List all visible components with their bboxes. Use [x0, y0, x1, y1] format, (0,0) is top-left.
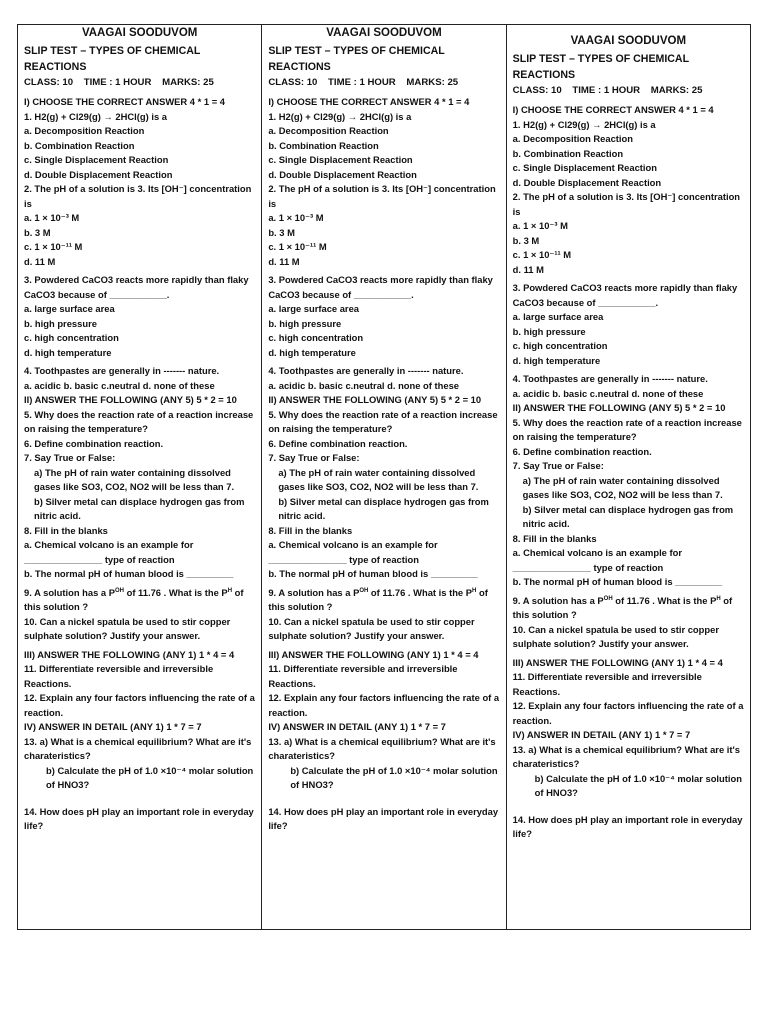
test-meta	[24, 75, 255, 90]
q2-option-d: d. 11 M	[24, 255, 56, 267]
question-9: 9. A solution has a $P^{OH}$ of 11.76 . What is the $P^H$ of this solution ?	[24, 586, 244, 612]
test-title: SLIP TEST – TYPES OF CHEMICAL REACTIONS	[512, 53, 689, 81]
q3-option-c: c. high concentration	[512, 340, 608, 351]
q4-options: a. acidic b. basic c.neutral d. none of these	[24, 379, 215, 391]
marks-label: MARKS: 25	[650, 85, 703, 96]
section-1-heading: I) CHOOSE THE CORRECT ANSWER 4 * 1 = 4	[24, 96, 225, 107]
section-3-heading: III) ANSWER THE FOLLOWING (ANY 1) 1 * 4 = 4	[24, 648, 235, 660]
q3-option-d: d. high temperature	[512, 354, 601, 366]
class-label: CLASS: 10	[512, 85, 562, 96]
question-8b: b. The normal pH of human blood is _________	[268, 568, 478, 579]
q3-option-b: b. high pressure	[512, 325, 586, 337]
question-12: 12. Explain any four factors influencing the rate of a reaction.	[512, 700, 744, 726]
worksheet-sheet	[17, 24, 751, 930]
question-7a: a) The pH of rain water containing dissolved gases like SO3, CO2, NO2 will be less than 7.	[278, 466, 479, 492]
q1-option-b: b. Combination Reaction	[512, 147, 624, 159]
q2-option-c: c. 1 × 10⁻¹¹ M	[512, 249, 572, 260]
question-5: 5. Why does the reaction rate of a reaction increase on raising the temperature?	[268, 408, 498, 434]
section-1-heading: I) CHOOSE THE CORRECT ANSWER 4 * 1 = 4	[512, 104, 714, 115]
question-14: 14. How does pH play an important role in everyday life?	[268, 805, 499, 831]
question-7: 7. Say True or False:	[268, 452, 360, 463]
q1-option-d: d. Double Displacement Reaction	[268, 168, 417, 180]
question-9: 9. A solution has a $P^{OH}$ of 11.76 . What is the $P^H$ of this solution ?	[268, 586, 488, 612]
slip-column-2	[262, 25, 506, 929]
q2-option-c: c. 1 × 10⁻¹¹ M	[24, 241, 83, 252]
question-7: 7. Say True or False:	[24, 452, 116, 463]
question-7b: b) Silver metal can displace hydrogen gas from nitric acid.	[278, 495, 489, 521]
q3-option-d: d. high temperature	[268, 346, 356, 358]
q1-option-c: c. Single Displacement Reaction	[268, 154, 413, 165]
school-name: VAAGAI SOODUVOM	[81, 27, 198, 39]
question-4: 4. Toothpastes are generally in ------- nature.	[24, 365, 220, 376]
q3-option-b: b. high pressure	[268, 317, 342, 329]
marks-label: MARKS: 25	[406, 77, 459, 88]
question-13a: 13. a) What is a chemical equilibrium? What are it's charateristics?	[512, 743, 740, 769]
q1-option-c: c. Single Displacement Reaction	[24, 154, 169, 165]
time-label: TIME : 1 HOUR	[83, 77, 152, 88]
question-1: 1. H2(g) + Cl29(g) → 2HCl(g) is a	[24, 110, 167, 122]
question-6: 6. Define combination reaction.	[24, 437, 164, 449]
q4-options: a. acidic b. basic c.neutral d. none of these	[268, 379, 460, 391]
question-8: 8. Fill in the blanks	[512, 532, 597, 544]
question-12: 12. Explain any four factors influencing the rate of a reaction.	[24, 692, 255, 718]
time-label: TIME : 1 HOUR	[328, 77, 396, 88]
question-7a: a) The pH of rain water containing dissolved gases like SO3, CO2, NO2 will be less than 7.	[34, 466, 235, 492]
q3-option-b: b. high pressure	[24, 317, 97, 329]
section-3-heading: III) ANSWER THE FOLLOWING (ANY 1) 1 * 4 = 4	[268, 648, 479, 660]
q2-option-a: a. 1 × 10⁻³ M	[268, 212, 324, 223]
slip-column-3	[507, 25, 750, 929]
q1-option-a: a. Decomposition Reaction	[268, 125, 389, 136]
question-10: 10. Can a nickel spatula be used to stir copper sulphate solution? Justify your answer.	[24, 615, 231, 641]
question-5: 5. Why does the reaction rate of a reaction increase on raising the temperature?	[24, 408, 254, 434]
q1-option-a: a. Decomposition Reaction	[24, 125, 145, 136]
question-8b: b. The normal pH of human blood is _________	[512, 576, 723, 587]
q1-option-d: d. Double Displacement Reaction	[512, 176, 662, 188]
q2-option-d: d. 11 M	[512, 263, 544, 275]
q3-option-d: d. high temperature	[24, 346, 112, 358]
section-4-heading: IV) ANSWER IN DETAIL (ANY 1) 1 * 7 = 7	[512, 729, 691, 740]
q2-option-b: b. 3 M	[268, 226, 295, 238]
q2-option-b: b. 3 M	[512, 234, 540, 246]
question-9: 9. A solution has a $P^{OH}$ of 11.76 . What is the $P^H$ of this solution ?	[512, 594, 733, 620]
q1-option-b: b. Combination Reaction	[24, 139, 135, 151]
question-14: 14. How does pH play an important role in everyday life?	[512, 813, 743, 839]
question-7a: a) The pH of rain water containing dissolved gases like SO3, CO2, NO2 will be less than 7.	[522, 474, 723, 500]
q3-option-a: a. large surface area	[268, 303, 360, 314]
question-8a: a. Chemical volcano is an example for _______________ type of reaction	[24, 539, 194, 565]
section-2-heading: II) ANSWER THE FOLLOWING (ANY 5) 5 * 2 = 10	[24, 394, 237, 405]
q2-option-a: a. 1 × 10⁻³ M	[512, 220, 568, 231]
question-6: 6. Define combination reaction.	[268, 437, 408, 449]
question-5: 5. Why does the reaction rate of a reaction increase on raising the temperature?	[512, 416, 742, 442]
section-2-heading: II) ANSWER THE FOLLOWING (ANY 5) 5 * 2 = 10	[512, 402, 726, 413]
q1-option-a: a. Decomposition Reaction	[512, 133, 633, 144]
test-meta	[513, 83, 744, 98]
question-4: 4. Toothpastes are generally in ------- nature.	[268, 365, 464, 376]
question-13a: 13. a) What is a chemical equilibrium? What are it's charateristics?	[24, 735, 252, 761]
q3-option-a: a. large surface area	[512, 311, 604, 322]
question-3: 3. Powdered CaCO3 reacts more rapidly than flaky CaCO3 because of ___________.	[24, 274, 249, 300]
question-8a: a. Chemical volcano is an example for _______________ type of reaction	[268, 539, 438, 565]
question-8b: b. The normal pH of human blood is _________	[24, 568, 234, 579]
school-name: VAAGAI SOODUVOM	[570, 35, 687, 47]
question-10: 10. Can a nickel spatula be used to stir copper sulphate solution? Justify your answer.	[268, 615, 475, 641]
question-3: 3. Powdered CaCO3 reacts more rapidly than flaky CaCO3 because of ___________.	[268, 274, 493, 300]
question-6: 6. Define combination reaction.	[512, 445, 652, 457]
marks-label: MARKS: 25	[162, 77, 214, 88]
q3-option-c: c. high concentration	[24, 332, 119, 343]
section-2-heading: II) ANSWER THE FOLLOWING (ANY 5) 5 * 2 = 10	[268, 394, 482, 405]
question-7b: b) Silver metal can displace hydrogen gas from nitric acid.	[522, 503, 734, 529]
q3-option-c: c. high concentration	[268, 332, 364, 343]
question-11: 11. Differentiate reversible and irreversible Reactions.	[24, 663, 214, 689]
question-2: 2. The pH of a solution is 3. Its [OH⁻] concentration is	[512, 191, 741, 217]
question-13b: b) Calculate the pH of 1.0 ×10⁻⁴ molar solution of HNO3?	[290, 764, 498, 790]
question-13a: 13. a) What is a chemical equilibrium? What are it's charateristics?	[268, 735, 496, 761]
q1-option-d: d. Double Displacement Reaction	[24, 168, 173, 180]
section-1-heading: I) CHOOSE THE CORRECT ANSWER 4 * 1 = 4	[268, 96, 470, 107]
question-8: 8. Fill in the blanks	[24, 524, 108, 536]
q3-option-a: a. large surface area	[24, 303, 115, 314]
question-8: 8. Fill in the blanks	[268, 524, 353, 536]
question-1: 1. H2(g) + Cl29(g) → 2HCl(g) is a	[268, 110, 412, 122]
question-13b: b) Calculate the pH of 1.0 ×10⁻⁴ molar solution of HNO3?	[534, 772, 742, 798]
section-3-heading: III) ANSWER THE FOLLOWING (ANY 1) 1 * 4 = 4	[512, 656, 723, 668]
class-label: CLASS: 10	[268, 77, 318, 88]
question-2: 2. The pH of a solution is 3. Its [OH⁻] concentration is	[268, 183, 496, 209]
time-label: TIME : 1 HOUR	[572, 85, 641, 96]
question-4: 4. Toothpastes are generally in ------- nature.	[512, 373, 708, 384]
question-12: 12. Explain any four factors influencing the rate of a reaction.	[268, 692, 500, 718]
q2-option-b: b. 3 M	[24, 226, 51, 238]
q4-options: a. acidic b. basic c.neutral d. none of these	[512, 387, 704, 399]
question-10: 10. Can a nickel spatula be used to stir copper sulphate solution? Justify your answer.	[512, 623, 719, 649]
q2-option-c: c. 1 × 10⁻¹¹ M	[268, 241, 327, 252]
question-13b: b) Calculate the pH of 1.0 ×10⁻⁴ molar solution of HNO3?	[46, 764, 254, 790]
slip-column-1	[18, 25, 262, 929]
test-title: SLIP TEST – TYPES OF CHEMICAL REACTIONS	[24, 45, 201, 73]
section-4-heading: IV) ANSWER IN DETAIL (ANY 1) 1 * 7 = 7	[24, 721, 202, 732]
section-4-heading: IV) ANSWER IN DETAIL (ANY 1) 1 * 7 = 7	[268, 721, 446, 732]
question-8a: a. Chemical volcano is an example for _______________ type of reaction	[512, 547, 682, 573]
question-11: 11. Differentiate reversible and irreversible Reactions.	[512, 671, 702, 697]
test-title: SLIP TEST – TYPES OF CHEMICAL REACTIONS	[268, 45, 445, 73]
question-3: 3. Powdered CaCO3 reacts more rapidly than flaky CaCO3 because of ___________.	[512, 282, 738, 308]
school-name: VAAGAI SOODUVOM	[326, 27, 442, 39]
class-label: CLASS: 10	[24, 77, 74, 88]
q1-option-c: c. Single Displacement Reaction	[512, 162, 657, 173]
q1-option-b: b. Combination Reaction	[268, 139, 379, 151]
question-1: 1. H2(g) + Cl29(g) → 2HCl(g) is a	[512, 118, 656, 130]
question-2: 2. The pH of a solution is 3. Its [OH⁻] concentration is	[24, 183, 252, 209]
question-7: 7. Say True or False:	[512, 460, 604, 471]
question-14: 14. How does pH play an important role in everyday life?	[24, 805, 254, 831]
q2-option-d: d. 11 M	[268, 255, 300, 267]
question-7b: b) Silver metal can displace hydrogen gas from nitric acid.	[34, 495, 245, 521]
test-meta	[268, 75, 499, 90]
q2-option-a: a. 1 × 10⁻³ M	[24, 212, 80, 223]
question-11: 11. Differentiate reversible and irreversible Reactions.	[268, 663, 458, 689]
